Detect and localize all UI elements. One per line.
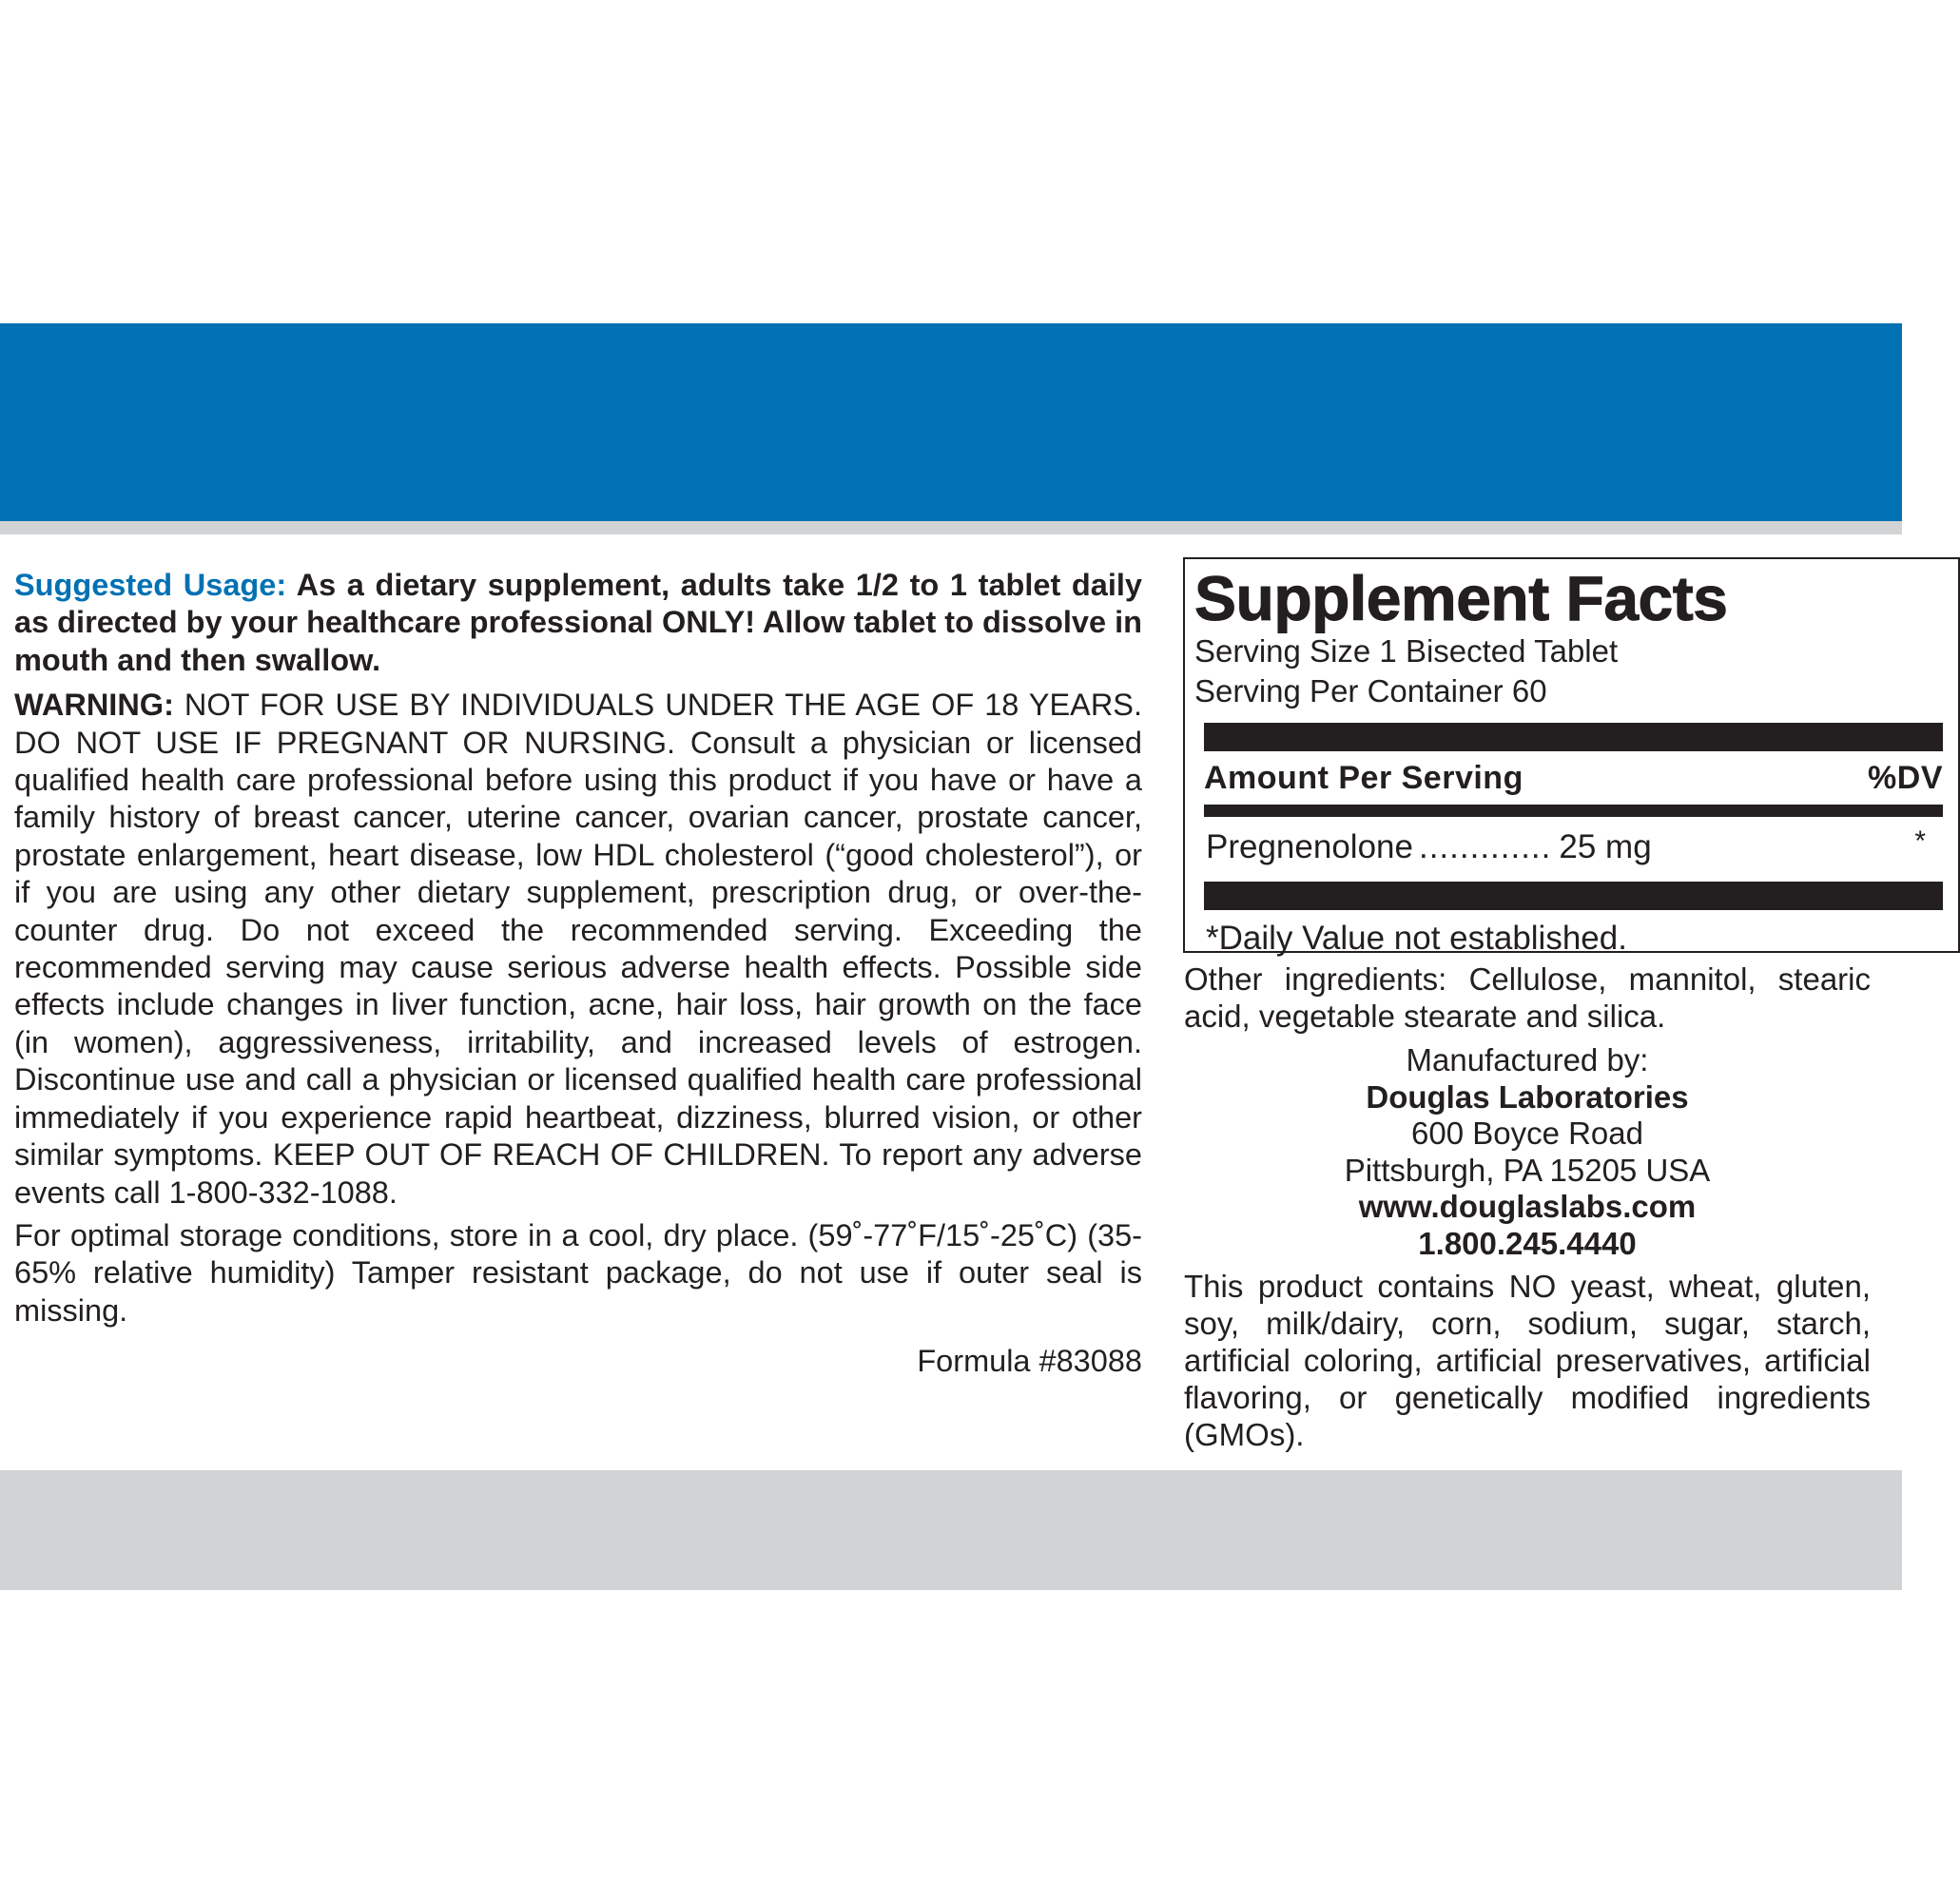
manufacturer-street: 600 Boyce Road: [1410, 1116, 1643, 1151]
directions-column: [14, 567, 1142, 1381]
other-ingredients: Other ingredients: Cellulose, mannitol, stearic acid, vegetable stearate and silica.: [1184, 961, 1871, 1034]
daily-value-footnote: *Daily Value not established.: [1206, 920, 1627, 957]
warning-paragraph: [14, 687, 1142, 1212]
warning-label: WARNING:: [14, 688, 174, 723]
top-brand-band: [0, 323, 1902, 521]
amount-per-serving-header: Amount Per Serving: [1204, 760, 1523, 796]
daily-value-header: %DV: [1868, 760, 1943, 796]
ingredient-leader-dots: .............: [1418, 828, 1552, 865]
manufacturer-name: Douglas Laboratories: [1366, 1078, 1689, 1115]
facts-divider-thin: [1204, 805, 1943, 817]
storage-paragraph: For optimal storage conditions, store in a cool, dry place. (59˚-77˚F/15˚-25˚C) (35-65% relative humidity) Tamper resistant package, do not use if outer seal is missing.: [14, 1217, 1142, 1328]
suggested-usage: [14, 567, 1142, 679]
serving-size: Serving Size 1 Bisected Tablet: [1194, 633, 1619, 669]
product-info-column: [1184, 961, 1871, 1453]
warning-text: NOT FOR USE BY INDIVIDUALS UNDER THE AGE OF 18 YEARS. DO NOT USE IF PREGNANT OR NURSING. Consult a physician or licensed qualified health care professional before using this product if you have or have a family history of breast cancer, uterine cancer, ovarian cancer, prostate cancer, prostate enlargement, heart disease, low HDL cholesterol (“good cholesterol”), or if you are using any other dietary supplement, prescription drug, or over-the-counter drug. Do not exceed the recommended serving. Exceeding the recommended serving may cause serious adverse health effects. Possible side effects include changes in liver function, acne, hair loss, hair growth on the face (in women), aggressiveness, irritability, and increased levels of estrogen. Discontinue use and call a physician or licensed qualified health care professional immediately if you experience rapid heartbeat, dizziness, blurred vision, or other similar symptoms. KEEP OUT OF REACH OF CHILDREN. To report any adverse events call 1-800-332-1088.: [14, 688, 1142, 1210]
facts-divider-thick: [1204, 723, 1943, 751]
ingredient-row: [1194, 817, 1945, 878]
manufacturer-city: Pittsburgh, PA 15205 USA: [1344, 1152, 1711, 1188]
supplement-facts-panel: [1183, 557, 1960, 957]
manufacturer-phone: 1.800.245.4440: [1418, 1225, 1637, 1261]
formula-number: Formula #83088: [917, 1344, 1142, 1379]
ingredient-amount: 25 mg: [1559, 828, 1652, 865]
manufacturer-website: www.douglaslabs.com: [1358, 1189, 1697, 1224]
facts-header-row: [1194, 751, 1945, 805]
suggested-usage-label: Suggested Usage:: [14, 568, 287, 602]
supplement-facts-title: Supplement Facts: [1194, 563, 1728, 633]
facts-divider-thick-bottom: [1204, 882, 1943, 910]
servings-per-container: Serving Per Container 60: [1194, 673, 1547, 708]
top-grey-rule: [0, 521, 1902, 534]
ingredient-name: Pregnenolone: [1206, 828, 1413, 865]
bottom-grey-band: [0, 1470, 1902, 1590]
free-from-statement: This product contains NO yeast, wheat, gluten, soy, milk/dairy, corn, sodium, sugar, starch, artificial coloring, artificial preservatives, artificial flavoring, or genetically modified ingredients (GMOs).: [1184, 1269, 1871, 1452]
manufactured-by-label: Manufactured by:: [1406, 1042, 1649, 1077]
suggested-usage-text: As a dietary supplement, adults take 1/2 to 1 tablet daily as directed by your healthcare professional ONLY! Allow tablet to dissolve in mouth and then swallow.: [14, 568, 1142, 677]
ingredient-daily-value: *: [1914, 825, 1926, 857]
manufacturer-block: [1184, 1042, 1871, 1262]
